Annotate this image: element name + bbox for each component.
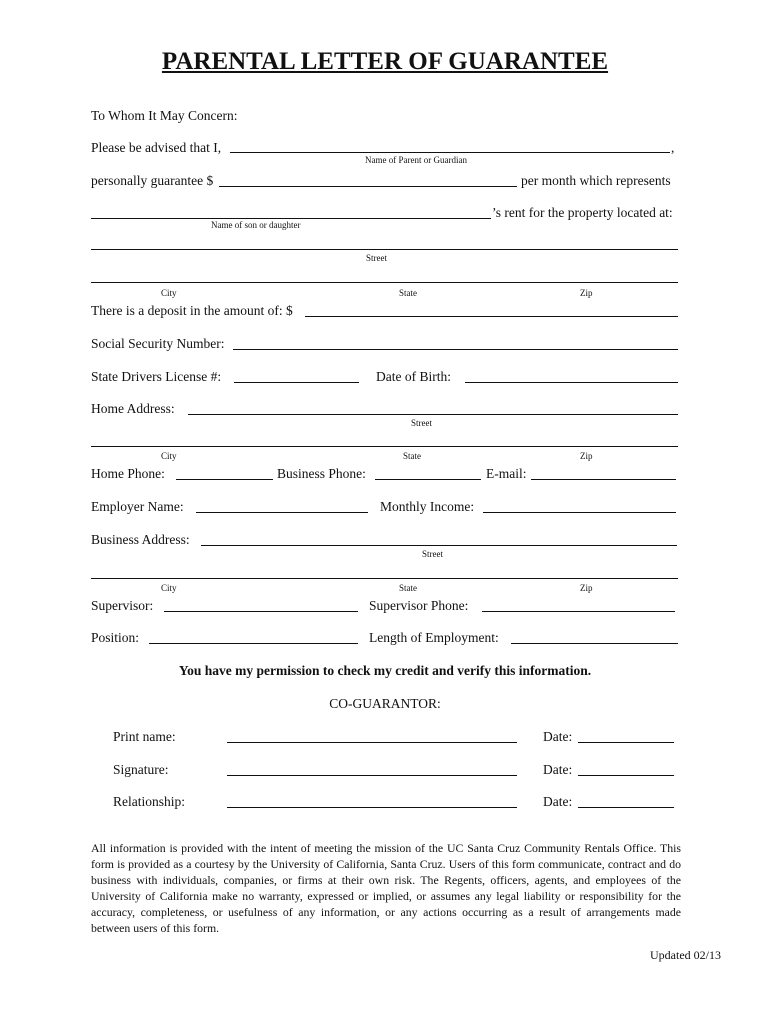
home-state-caption: State <box>403 451 421 461</box>
advised-label: Please be advised that I, <box>91 140 222 155</box>
home-zip-caption: Zip <box>580 451 593 461</box>
property-street-caption: Street <box>366 253 387 263</box>
dob-label: Date of Birth: <box>376 369 451 384</box>
length-employment-label: Length of Employment: <box>369 630 499 645</box>
signature-date-field[interactable] <box>578 775 674 776</box>
page-title: PARENTAL LETTER OF GUARANTEE <box>161 48 609 75</box>
parent-name-caption: Name of Parent or Guardian <box>365 155 467 165</box>
guarantee-suffix: per month which represents <box>521 173 671 188</box>
property-city-state-zip-field[interactable] <box>91 282 678 283</box>
home-address-label: Home Address: <box>91 401 175 416</box>
permission-statement: You have my permission to check my credit and verify this information. <box>178 663 592 678</box>
ssn-field[interactable] <box>233 349 678 350</box>
email-field[interactable] <box>531 479 676 480</box>
license-label: State Drivers License #: <box>91 369 222 384</box>
employer-field[interactable] <box>196 512 368 513</box>
signature-field[interactable] <box>227 775 517 776</box>
guarantee-amount-field[interactable] <box>219 186 517 187</box>
relationship-label: Relationship: <box>113 794 185 809</box>
student-name-caption: Name of son or daughter <box>211 220 301 230</box>
business-phone-field[interactable] <box>375 479 481 480</box>
signature-label: Signature: <box>113 762 169 777</box>
home-city-caption: City <box>161 451 177 461</box>
guarantee-label: personally guarantee $ <box>91 173 214 188</box>
print-name-date-label: Date: <box>543 729 573 744</box>
business-state-caption: State <box>399 583 417 593</box>
business-phone-label: Business Phone: <box>277 466 366 481</box>
property-zip-caption: Zip <box>580 288 593 298</box>
home-street-field[interactable] <box>188 414 678 415</box>
email-label: E-mail: <box>486 466 527 481</box>
business-street-caption: Street <box>422 549 443 559</box>
length-employment-field[interactable] <box>511 643 678 644</box>
supervisor-label: Supervisor: <box>91 598 154 613</box>
salutation: To Whom It May Concern: <box>91 108 238 123</box>
property-street-field[interactable] <box>91 249 678 250</box>
advised-comma: , <box>671 140 675 155</box>
property-state-caption: State <box>399 288 417 298</box>
deposit-label: There is a deposit in the amount of: $ <box>91 303 293 318</box>
business-city-state-zip-field[interactable] <box>91 578 678 579</box>
ssn-label: Social Security Number: <box>91 336 225 351</box>
income-label: Monthly Income: <box>380 499 475 514</box>
print-name-date-field[interactable] <box>578 742 674 743</box>
deposit-field[interactable] <box>305 316 678 317</box>
position-field[interactable] <box>149 643 358 644</box>
student-name-field[interactable] <box>91 218 491 219</box>
supervisor-phone-label: Supervisor Phone: <box>369 598 469 613</box>
home-phone-field[interactable] <box>176 479 273 480</box>
supervisor-field[interactable] <box>164 611 358 612</box>
co-guarantor-heading: CO-GUARANTOR: <box>329 696 441 711</box>
signature-date-label: Date: <box>543 762 573 777</box>
relationship-date-field[interactable] <box>578 807 674 808</box>
position-label: Position: <box>91 630 140 645</box>
business-zip-caption: Zip <box>580 583 593 593</box>
print-name-field[interactable] <box>227 742 517 743</box>
rent-label: ’s rent for the property located at: <box>492 205 673 220</box>
business-street-field[interactable] <box>201 545 677 546</box>
employer-label: Employer Name: <box>91 499 184 514</box>
home-city-state-zip-field[interactable] <box>91 446 678 447</box>
business-address-label: Business Address: <box>91 532 190 547</box>
print-name-label: Print name: <box>113 729 176 744</box>
home-street-caption: Street <box>411 418 432 428</box>
relationship-date-label: Date: <box>543 794 573 809</box>
property-city-caption: City <box>161 288 177 298</box>
supervisor-phone-field[interactable] <box>482 611 675 612</box>
relationship-field[interactable] <box>227 807 517 808</box>
business-city-caption: City <box>161 583 177 593</box>
parent-name-field[interactable] <box>230 152 670 153</box>
dob-field[interactable] <box>465 382 678 383</box>
updated-date: Updated 02/13 <box>650 948 721 962</box>
disclaimer-text: All information is provided with the intent of meeting the mission of the UC Santa Cruz Community Rentals Office. This form is provided as a courtesy by the University of California, Santa Cruz. Users of this form communicate, contract and do business with individuals, companies, or firms at their own risk. The Regents, officers, agents, and employees of the University of California make no warranty, expressed or implied, or assumes any legal liability or responsibility for the accuracy, completeness, or usefulness of any information, or any actions occurring as a result of arrangements made between users of this form. <box>91 841 681 935</box>
income-field[interactable] <box>483 512 676 513</box>
home-phone-label: Home Phone: <box>91 466 165 481</box>
license-field[interactable] <box>234 382 359 383</box>
